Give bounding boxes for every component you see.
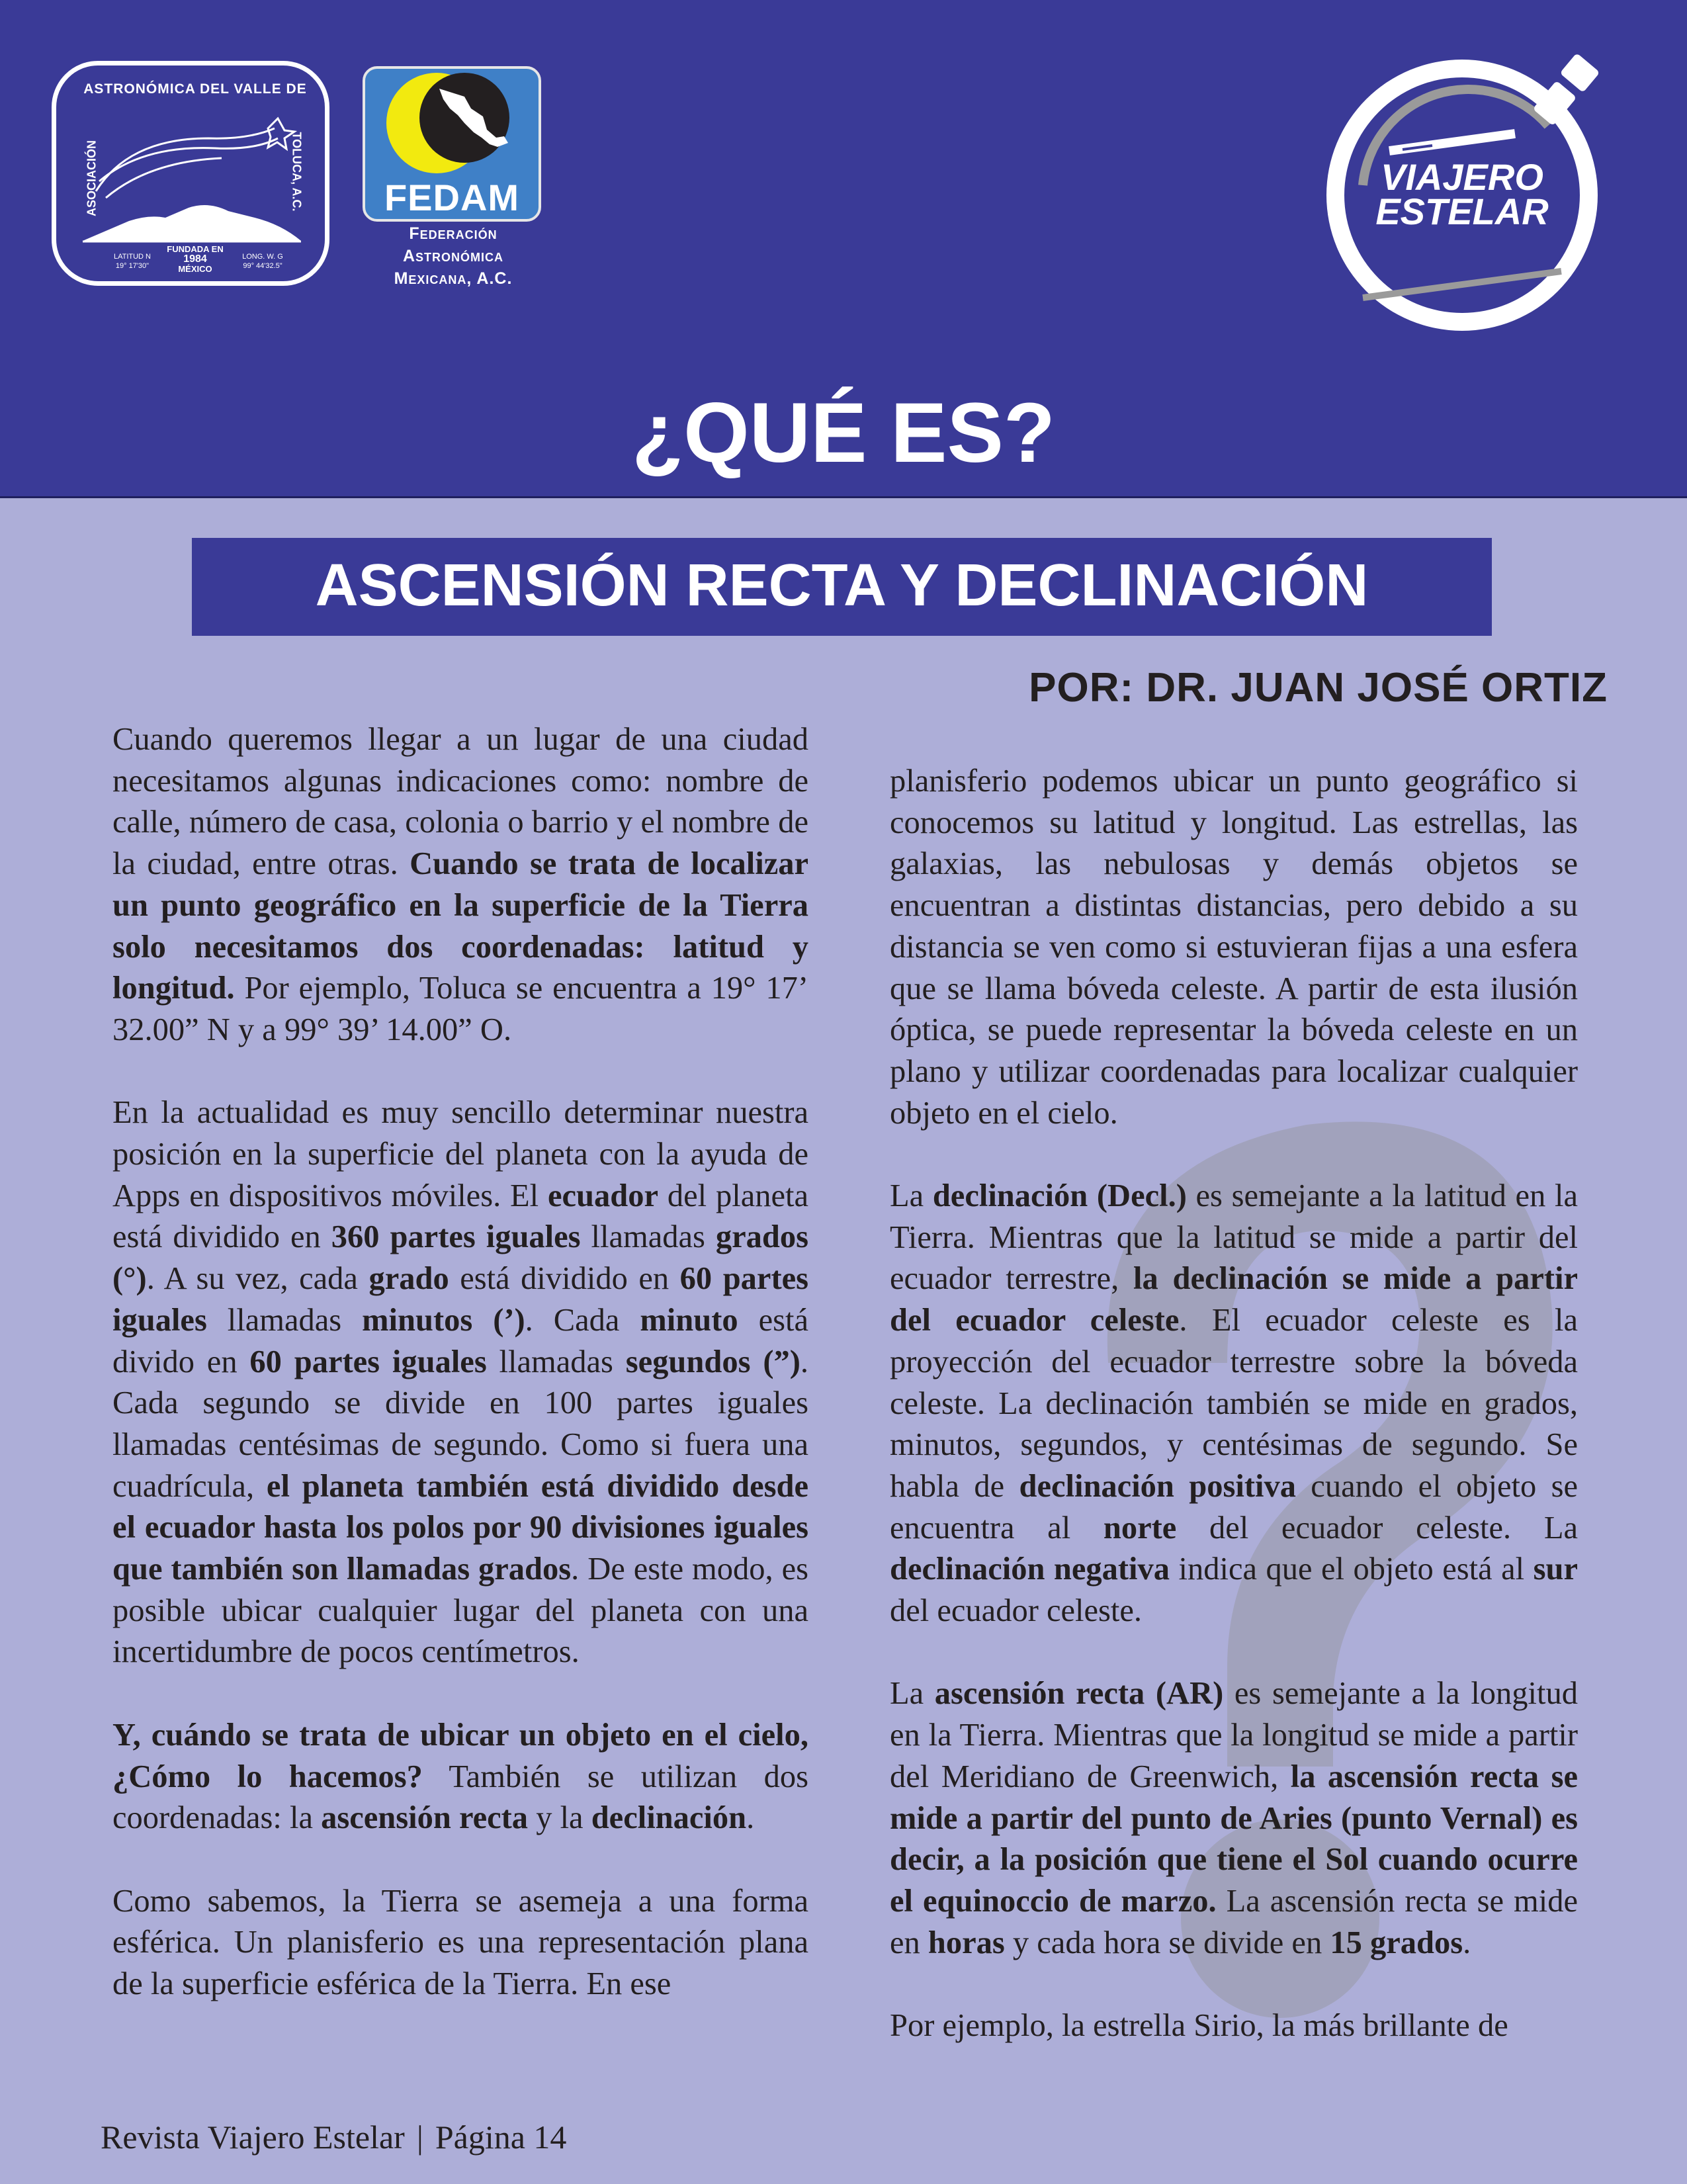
- aavt-side-left: ASOCIACIÓN: [85, 140, 99, 217]
- aavt-side-right: TOLUCA, A.C.: [290, 132, 304, 212]
- aavt-lon-value: 99° 44'32.5": [243, 262, 282, 270]
- viajero-line-2: ESTELAR: [1375, 191, 1549, 232]
- text-run: Por ejemplo, la estrella Sirio, la más brillante de: [890, 2008, 1508, 2044]
- bold-text: minuto: [640, 1302, 738, 1338]
- footer-magazine: Revista Viajero Estelar: [101, 2118, 405, 2156]
- text-run: La: [890, 1178, 933, 1214]
- author-line: POR: DR. JUAN JOSÉ ORTIZ: [1029, 665, 1608, 711]
- bold-text: el planeta también está dividido desde el ecuador hasta los polos por 90 divisiones iguales que también son llamadas grados: [112, 1468, 808, 1587]
- text-run: y cada hora se divide en: [1004, 1925, 1330, 1960]
- aavt-lon-label: LONG. W. G: [242, 253, 283, 261]
- aavt-founded: [149, 244, 241, 274]
- bold-text: grados (°): [112, 1219, 808, 1297]
- bold-text: Cuando se trata de localizar un punto geográfico en la superficie de la Tierra solo necesitamos dos coordenadas: latitud y longitud.: [112, 846, 808, 1006]
- viajero-estelar-logo: [1323, 46, 1614, 337]
- bold-text: declinación: [591, 1800, 747, 1836]
- paragraph: [112, 1092, 808, 1673]
- header-band: [0, 0, 1687, 498]
- bold-text: 60 partes iguales: [112, 1261, 808, 1338]
- aavt-year: 1984: [183, 253, 207, 265]
- text-run: La: [890, 1676, 935, 1712]
- text-run: . Cada: [525, 1302, 640, 1338]
- text-run: está dividido en: [449, 1261, 680, 1297]
- article-title: ASCENSIÓN RECTA Y DECLINACIÓN: [315, 552, 1369, 619]
- text-run: La ascensión recta se mide en: [890, 1883, 1579, 1960]
- aavt-longitude: [230, 252, 296, 271]
- text-run: llamadas: [486, 1344, 626, 1379]
- text-run: es semejante a la latitud en la Tierra. Mientras que la latitud se mide a partir del ecuador terrestre,: [890, 1178, 1578, 1297]
- aavt-lat-label: LATITUD N: [113, 253, 151, 261]
- bold-text: 360 partes iguales: [331, 1219, 581, 1255]
- article-column-right: [890, 761, 1578, 2047]
- fedam-name: FEDAM: [384, 177, 520, 218]
- bold-text: 15 grados: [1330, 1925, 1463, 1960]
- paragraph: [890, 1176, 1578, 1632]
- text-run: Por ejemplo, Toluca se encuentra a 19° 17’ 32.00” N y a 99° 39’ 14.00” O.: [112, 971, 808, 1047]
- text-run: y la: [528, 1800, 591, 1836]
- aavt-logo: [52, 61, 329, 286]
- bold-text: segundos (”): [625, 1344, 800, 1379]
- text-run: . Cada segundo se divide en 100 partes iguales llamadas centésimas de segundo. Como si fuera una cuadrícula,: [112, 1344, 808, 1504]
- bold-text: ascensión recta: [321, 1800, 529, 1836]
- bold-text: declinación negativa: [890, 1551, 1170, 1587]
- aavt-latitude: [103, 252, 162, 271]
- aavt-fundada: FUNDADA EN: [167, 244, 224, 254]
- aavt-arc-text: ASTRONÓMICA DEL VALLE DE: [83, 81, 307, 97]
- text-run: del ecuador celeste. La: [1176, 1510, 1578, 1546]
- text-run: Como sabemos, la Tierra se asemeja a una forma esférica. Un planisferio es una representación plana de la superficie esférica de la Tierra. En ese: [112, 1883, 808, 2002]
- paragraph: [890, 1673, 1578, 1964]
- page-title: ¿QUÉ ES?: [631, 386, 1056, 480]
- paragraph: [112, 719, 808, 1051]
- bold-text: sur: [1533, 1551, 1578, 1587]
- text-run: Cuando queremos llegar a un lugar de una ciudad necesitamos algunas indicaciones como: nombre de calle, número de casa, colonia o barrio y el nombre de la ciudad, entre otras.: [112, 722, 808, 882]
- paragraph: [112, 1881, 808, 2005]
- bold-text: ascensión recta (AR): [934, 1676, 1224, 1712]
- text-run: .: [1463, 1925, 1471, 1960]
- footer-separator: |: [416, 2118, 423, 2156]
- text-run: .: [746, 1800, 755, 1836]
- bold-text: 60 partes iguales: [249, 1344, 487, 1379]
- aavt-country: MÉXICO: [178, 264, 212, 274]
- paragraph: [890, 761, 1578, 1134]
- text-run: . De este modo, es posible ubicar cualquier lugar del planeta con una incertidumbre de pocos centímetros.: [112, 1551, 808, 1670]
- text-run: . El ecuador celeste es la proyección del ecuador terrestre sobre la bóveda celeste. La declinación también se mide en grados, minutos, segundos, y centésimas de segundo. Se habla de: [890, 1303, 1578, 1504]
- text-run: del planeta está dividido en: [112, 1178, 809, 1255]
- fedam-logo: [363, 66, 541, 222]
- paragraph: [890, 2005, 1578, 2047]
- text-run: llamadas: [580, 1219, 716, 1255]
- bold-text: minutos (’): [362, 1302, 525, 1338]
- text-run: En la actualidad es muy sencillo determinar nuestra posición en la superficie del planeta con la ayuda de Apps en dispositivos móviles. El: [112, 1095, 808, 1213]
- bold-text: Y, cuándo se trata de ubicar un objeto en el cielo, ¿Cómo lo hacemos?: [112, 1717, 808, 1794]
- fedam-line-2: Astronómica: [402, 247, 504, 265]
- fedam-line-1: Federación: [409, 224, 497, 243]
- footer-page-number: Página 14: [435, 2118, 567, 2156]
- bold-text: ecuador: [548, 1178, 659, 1213]
- article-column-left: [112, 719, 808, 2005]
- mexico-eclipse-icon: [365, 69, 539, 175]
- text-run: indica que el objeto está al: [1170, 1551, 1534, 1587]
- text-run: planisferio podemos ubicar un punto geográfico si conocemos su latitud y longitud. Las estrellas, las galaxias, las nebulosas y demás objetos se encuentran a distintas distancias, pero debido a su distancia se ven como si estuvieran fijas a una esfera que se llama bóveda celeste. A partir de esta ilusión óptica, se puede representar la bóveda celeste en un plano y utilizar coordenadas para localizar cualquier objeto en el cielo.: [890, 764, 1578, 1131]
- text-run: está divido en: [112, 1302, 808, 1379]
- text-run: del ecuador celeste.: [890, 1593, 1143, 1629]
- text-run: cuando el objeto se encuentra al: [890, 1468, 1578, 1546]
- text-run: es semejante a la longitud en la Tierra. Mientras que la longitud se mide a partir del Meridiano de Greenwich,: [890, 1676, 1578, 1794]
- aavt-lat-value: 19° 17'30": [115, 262, 150, 270]
- bold-text: la ascensión recta se mide a partir del punto de Aries (punto Vernal) es decir, a la posición que tiene el Sol cuando ocurre el equinoccio de marzo.: [890, 1759, 1578, 1919]
- fedam-line-3: Mexicana, A.C.: [394, 269, 513, 288]
- bold-text: la declinación se mide a partir del ecuador celeste: [890, 1261, 1578, 1338]
- bold-text: grado: [368, 1261, 449, 1297]
- bold-text: norte: [1103, 1510, 1177, 1546]
- text-run: . A su vez, cada: [146, 1261, 369, 1297]
- text-run: También se utilizan dos coordenadas: la: [112, 1759, 809, 1836]
- bold-text: declinación (Decl.): [932, 1178, 1187, 1214]
- paragraph: [112, 1715, 808, 1839]
- bold-text: horas: [928, 1925, 1005, 1960]
- text-run: llamadas: [206, 1302, 363, 1338]
- page-footer: [101, 2117, 566, 2157]
- bold-text: declinación positiva: [1019, 1468, 1296, 1504]
- article-title-band: [192, 538, 1492, 636]
- viajero-line-1: VIAJERO: [1381, 156, 1543, 198]
- fedam-subtitle: [351, 222, 556, 290]
